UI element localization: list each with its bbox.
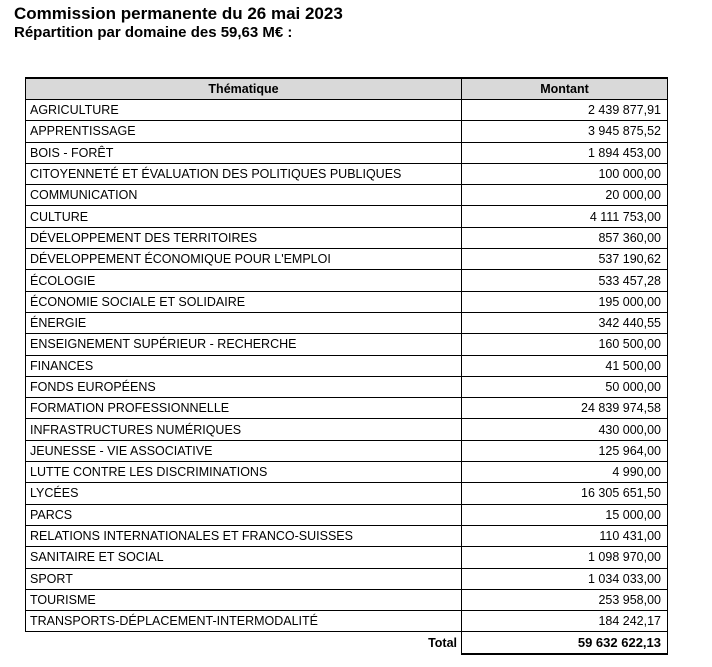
row-amount: 4 990,00 [462, 462, 668, 483]
row-theme: JEUNESSE - VIE ASSOCIATIVE [26, 440, 462, 461]
table-row [26, 227, 668, 248]
row-theme: SANITAIRE ET SOCIAL [26, 547, 462, 568]
row-amount: 4 111 753,00 [462, 206, 668, 227]
row-amount: 1 098 970,00 [462, 547, 668, 568]
table-row [26, 312, 668, 333]
row-amount: 16 305 651,50 [462, 483, 668, 504]
column-header-amount: Montant [462, 78, 668, 100]
table-row [26, 376, 668, 397]
row-theme: ÉNERGIE [26, 312, 462, 333]
table-row [26, 419, 668, 440]
row-amount: 50 000,00 [462, 376, 668, 397]
row-theme: LYCÉES [26, 483, 462, 504]
table-row [26, 525, 668, 546]
row-amount: 857 360,00 [462, 227, 668, 248]
total-row [26, 632, 668, 654]
row-amount: 184 242,17 [462, 611, 668, 632]
row-amount: 533 457,28 [462, 270, 668, 291]
row-theme: FONDS EUROPÉENS [26, 376, 462, 397]
row-theme: TRANSPORTS-DÉPLACEMENT-INTERMODALITÉ [26, 611, 462, 632]
row-amount: 24 839 974,58 [462, 398, 668, 419]
table-row [26, 270, 668, 291]
row-theme: INFRASTRUCTURES NUMÉRIQUES [26, 419, 462, 440]
table-row [26, 398, 668, 419]
column-header-theme: Thématique [26, 78, 462, 100]
row-amount: 1 894 453,00 [462, 142, 668, 163]
budget-table [25, 77, 668, 655]
table-row [26, 611, 668, 632]
table-row [26, 547, 668, 568]
row-theme: CULTURE [26, 206, 462, 227]
table-row [26, 249, 668, 270]
table-body [26, 100, 668, 632]
row-amount: 125 964,00 [462, 440, 668, 461]
row-theme: ENSEIGNEMENT SUPÉRIEUR - RECHERCHE [26, 334, 462, 355]
row-theme: RELATIONS INTERNATIONALES ET FRANCO-SUISSES [26, 525, 462, 546]
row-theme: DÉVELOPPEMENT ÉCONOMIQUE POUR L'EMPLOI [26, 249, 462, 270]
row-amount: 1 034 033,00 [462, 568, 668, 589]
row-theme: COMMUNICATION [26, 185, 462, 206]
page-title: Commission permanente du 26 mai 2023 [14, 4, 343, 23]
row-theme: APPRENTISSAGE [26, 121, 462, 142]
row-amount: 41 500,00 [462, 355, 668, 376]
table-row [26, 334, 668, 355]
row-theme: FINANCES [26, 355, 462, 376]
table-row [26, 355, 668, 376]
row-amount: 430 000,00 [462, 419, 668, 440]
row-amount: 2 439 877,91 [462, 100, 668, 121]
table-row [26, 462, 668, 483]
table-row [26, 291, 668, 312]
table-row [26, 142, 668, 163]
row-theme: BOIS - FORÊT [26, 142, 462, 163]
row-theme: CITOYENNETÉ ET ÉVALUATION DES POLITIQUES PUBLIQUES [26, 163, 462, 184]
row-amount: 160 500,00 [462, 334, 668, 355]
row-amount: 253 958,00 [462, 589, 668, 610]
row-theme: LUTTE CONTRE LES DISCRIMINATIONS [26, 462, 462, 483]
table-row [26, 163, 668, 184]
table-row [26, 483, 668, 504]
row-amount: 100 000,00 [462, 163, 668, 184]
page-subtitle: Répartition par domaine des 59,63 M€ : [14, 24, 293, 41]
row-amount: 537 190,62 [462, 249, 668, 270]
row-theme: FORMATION PROFESSIONNELLE [26, 398, 462, 419]
row-theme: TOURISME [26, 589, 462, 610]
row-amount: 3 945 875,52 [462, 121, 668, 142]
table-row [26, 206, 668, 227]
table-row [26, 185, 668, 206]
table-row [26, 504, 668, 525]
row-theme: SPORT [26, 568, 462, 589]
row-theme: AGRICULTURE [26, 100, 462, 121]
row-amount: 342 440,55 [462, 312, 668, 333]
table-header-row [26, 78, 668, 100]
table-row [26, 568, 668, 589]
row-theme: ÉCOLOGIE [26, 270, 462, 291]
row-amount: 15 000,00 [462, 504, 668, 525]
row-theme: DÉVELOPPEMENT DES TERRITOIRES [26, 227, 462, 248]
table-row [26, 589, 668, 610]
row-theme: ÉCONOMIE SOCIALE ET SOLIDAIRE [26, 291, 462, 312]
total-label: Total [26, 632, 462, 654]
table-row [26, 121, 668, 142]
table-row [26, 440, 668, 461]
table-row [26, 100, 668, 121]
row-amount: 195 000,00 [462, 291, 668, 312]
row-amount: 110 431,00 [462, 525, 668, 546]
total-value: 59 632 622,13 [462, 632, 668, 654]
row-amount: 20 000,00 [462, 185, 668, 206]
row-theme: PARCS [26, 504, 462, 525]
